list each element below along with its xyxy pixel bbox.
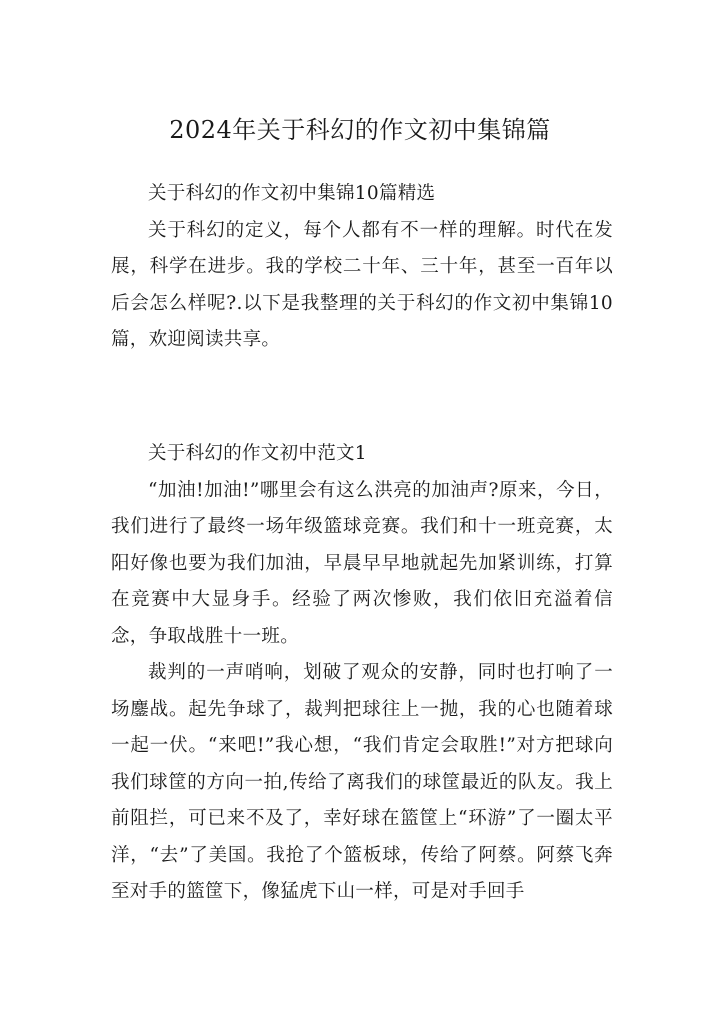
essay-1-paragraph-2: 裁判的一声哨响，划破了观众的安静，同时也打响了一场鏖战。起先争球了，裁判把球往上一抛，我的心也随着球一起一伏。“来吧!”我心想，“我们肯定会取胜!”对方把球向我们球筐的方向一拍,传给了离我们的球筐最近的队友。我上前阻拦，可已来不及了，幸好球在篮筐上“环游”了一圈太平洋，“去”了美国。我抢了个篮板球，传给了阿蔡。阿蔡飞奔至对手的篮筐下，像猛虎下山一样，可是对手回手 xyxy=(111,662,613,902)
intro-paragraph: 关于科幻的定义，每个人都有不一样的理解。时代在发展，科学在进步。我的学校二十年、三十年，甚至一百年以后会怎么样呢?.以下是我整理的关于科幻的作文初中集锦10篇，欢迎阅读共享。 xyxy=(111,219,613,350)
essay-1-section xyxy=(111,436,613,911)
essay-1-heading: 关于科幻的作文初中范文1 xyxy=(148,443,367,464)
document-title: 2024年关于科幻的作文初中集锦篇 xyxy=(169,116,551,144)
intro-section xyxy=(111,176,613,359)
essay-1-paragraph-1: “加油!加油!”哪里会有这么洪亮的加油声?原来，今日，我们进行了最终一场年级篮球竞赛。我们和十一班竞赛，太阳好像也要为我们加油，早晨早早地就起先加紧训练，打算在竞赛中大显身手。经验了两次惨败，我们依旧充溢着信念，争取战胜十一班。 xyxy=(111,479,613,647)
intro-heading: 关于科幻的作文初中集锦10篇精选 xyxy=(148,183,436,204)
